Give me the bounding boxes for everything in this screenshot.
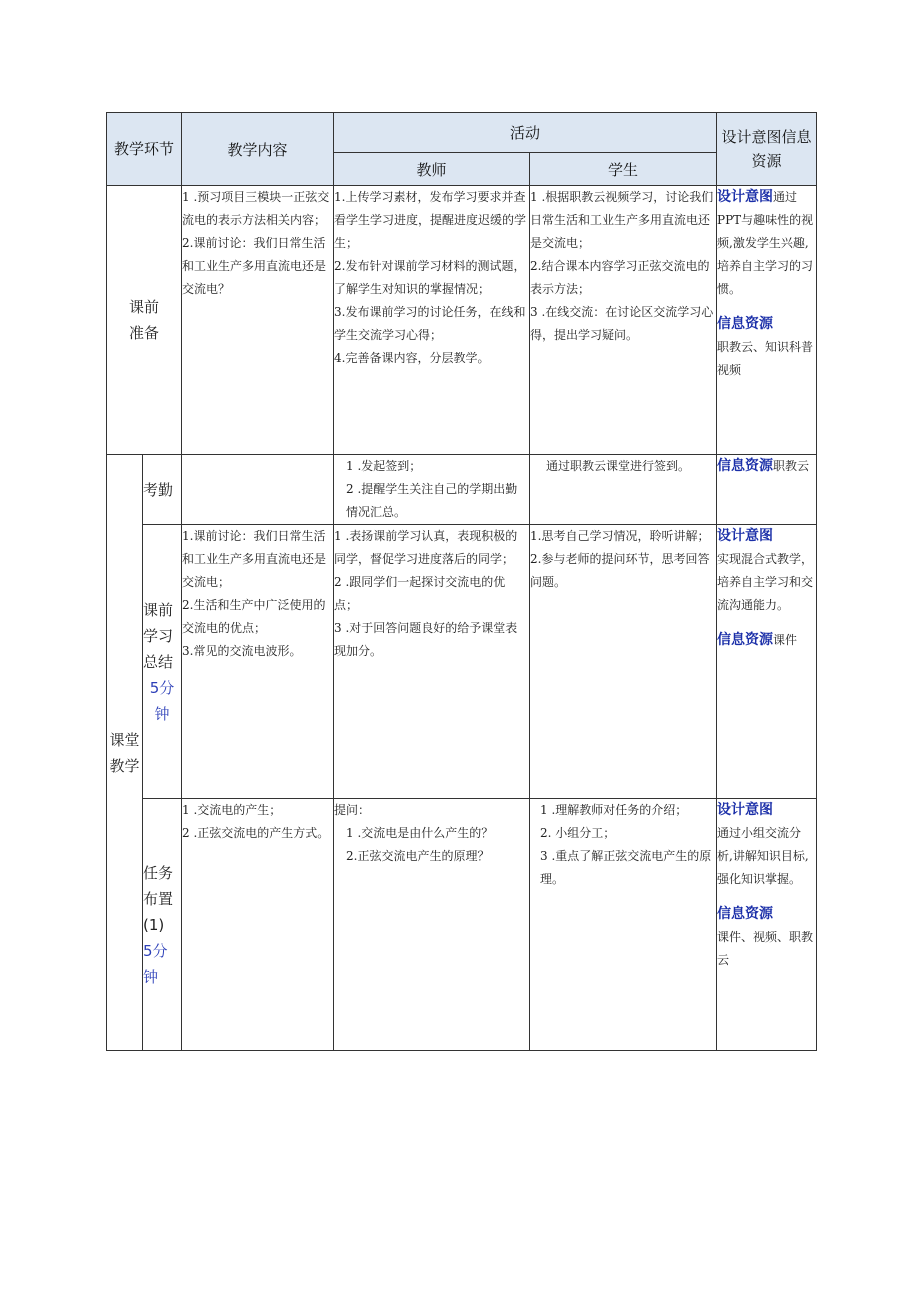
design-intent-label: 设计意图 <box>717 189 774 205</box>
summary-content <box>182 525 334 799</box>
task-stage <box>143 799 182 1051</box>
task-teacher-intro: 提问： <box>334 803 371 817</box>
task-student-1: 1 .理解教师对任务的介绍； <box>540 803 688 817</box>
attendance-content <box>182 455 334 525</box>
preclass-teacher-3: 3.发布课前学习的讨论任务，在线和学生交流学习心得； <box>334 305 526 342</box>
header-design <box>717 113 817 186</box>
header-activity: 活动 <box>334 113 717 153</box>
attendance-teacher <box>334 455 530 525</box>
attendance-teacher-2: 2 .提醒学生关注自己的学期出勤情况汇总。 <box>346 482 518 519</box>
summary-stage <box>143 525 182 799</box>
preclass-content-1: 1 .预习项目三模块一正弦交流电的表示方法相关内容； <box>182 190 330 227</box>
summary-resource-text: 课件 <box>773 633 798 647</box>
lesson-plan-table <box>106 112 817 1051</box>
stage-preclass <box>107 186 182 455</box>
task-student-2: 2. 小组分工； <box>540 826 616 840</box>
info-resource-label: 信息资源 <box>717 458 774 474</box>
task-teacher <box>334 799 530 1051</box>
header-design-text: 设计意图信息资源 <box>721 128 812 170</box>
preclass-student-3: 3 .在线交流：在讨论区交流学习心得，提出学习疑问。 <box>530 305 714 342</box>
attendance-design <box>717 455 817 525</box>
design-intent-label: 设计意图 <box>717 528 774 544</box>
header-content: 教学内容 <box>182 113 334 186</box>
attendance-name: 考勤 <box>143 455 182 525</box>
stage-classroom <box>107 455 143 1051</box>
task-design <box>717 799 817 1051</box>
summary-content-3: 3.常见的交流电波形。 <box>182 644 302 658</box>
summary-name: 课前学习总结 <box>143 600 174 671</box>
header-student: 学生 <box>530 153 717 186</box>
preclass-teacher-2: 2.发布针对课前学习材料的测试题，了解学生对知识的掌握情况； <box>334 259 526 296</box>
header-teacher: 教师 <box>334 153 530 186</box>
summary-student-2: 2.参与老师的提问环节，思考回答问题。 <box>530 552 710 589</box>
task-teacher-2: 2.正弦交流电产生的原理？ <box>346 849 490 863</box>
header-stage-text: 教学环节 <box>114 140 175 158</box>
summary-content-2: 2.生活和生产中广泛使用的交流电的优点； <box>182 598 326 635</box>
summary-design <box>717 525 817 799</box>
task-design-text: 通过小组交流分析,讲解知识目标,强化知识掌握。 <box>717 826 809 886</box>
preclass-teacher <box>334 186 530 455</box>
attendance-student-1: 通过职教云课堂进行签到。 <box>546 459 691 473</box>
preclass-student-1: 1 .根据职教云视频学习，讨论我们日常生活和工业生产多用直流电还是交流电； <box>530 190 714 250</box>
attendance-resource-text: 职教云 <box>773 459 810 473</box>
summary-time: 5分钟 <box>149 678 175 723</box>
preclass-content-2: 2.课前讨论：我们日常生活和工业生产多用直流电还是交流电？ <box>182 236 327 296</box>
header-stage <box>107 113 182 186</box>
info-resource-label: 信息资源 <box>717 316 774 332</box>
design-intent-label: 设计意图 <box>717 802 774 818</box>
preclass-student <box>530 186 717 455</box>
preclass-student-2: 2.结合课本内容学习正弦交流电的表示方法； <box>530 259 710 296</box>
attendance-teacher-1: 1 .发起签到； <box>346 459 422 473</box>
summary-teacher-3: 3 .对于回答问题良好的给予课堂表现加分。 <box>334 621 518 658</box>
summary-design-text: 实现混合式教学，培养自主学习和交流沟通能力。 <box>717 552 814 612</box>
attendance-student <box>530 455 717 525</box>
stage-classroom-label: 课堂教学 <box>109 730 140 775</box>
task-content <box>182 799 334 1051</box>
preclass-resource-text: 职教云、知识科普视频 <box>717 340 814 377</box>
summary-teacher <box>334 525 530 799</box>
task-teacher-1: 1 .交流电是由什么产生的？ <box>346 826 494 840</box>
task-content-2: 2 .正弦交流电的产生方式。 <box>182 826 330 840</box>
task-content-1: 1 .交流电的产生； <box>182 803 282 817</box>
summary-student-1: 1.思考自己学习情况，聆听讲解； <box>530 529 710 543</box>
task-student <box>530 799 717 1051</box>
preclass-teacher-4: 4.完善备课内容，分层教学。 <box>334 351 490 365</box>
info-resource-label: 信息资源 <box>717 906 774 922</box>
preclass-teacher-1: 1.上传学习素材，发布学习要求并查看学生学习进度，提醒进度迟缓的学生； <box>334 190 527 250</box>
summary-content-1: 1.课前讨论：我们日常生活和工业生产多用直流电还是交流电； <box>182 529 327 589</box>
summary-student <box>530 525 717 799</box>
stage-preclass-label: 课前准备 <box>129 298 160 342</box>
summary-teacher-1: 1 .表扬课前学习认真，表现积极的同学，督促学习进度落后的同学； <box>334 529 518 566</box>
task-name: 任务布置(1) <box>143 863 174 934</box>
task-student-3: 3 .重点了解正弦交流电产生的原理。 <box>540 849 712 886</box>
summary-teacher-2: 2 .跟同学们一起探讨交流电的优点； <box>334 575 506 612</box>
info-resource-label: 信息资源 <box>717 632 774 648</box>
task-time: 5分钟 <box>143 941 168 986</box>
preclass-content <box>182 186 334 455</box>
preclass-design-text: 通过PPT与趣味性的视频,激发学生兴趣,培养自主学习的习惯。 <box>717 190 814 296</box>
preclass-design <box>717 186 817 455</box>
task-resource-text: 课件、视频、职教云 <box>717 930 814 967</box>
